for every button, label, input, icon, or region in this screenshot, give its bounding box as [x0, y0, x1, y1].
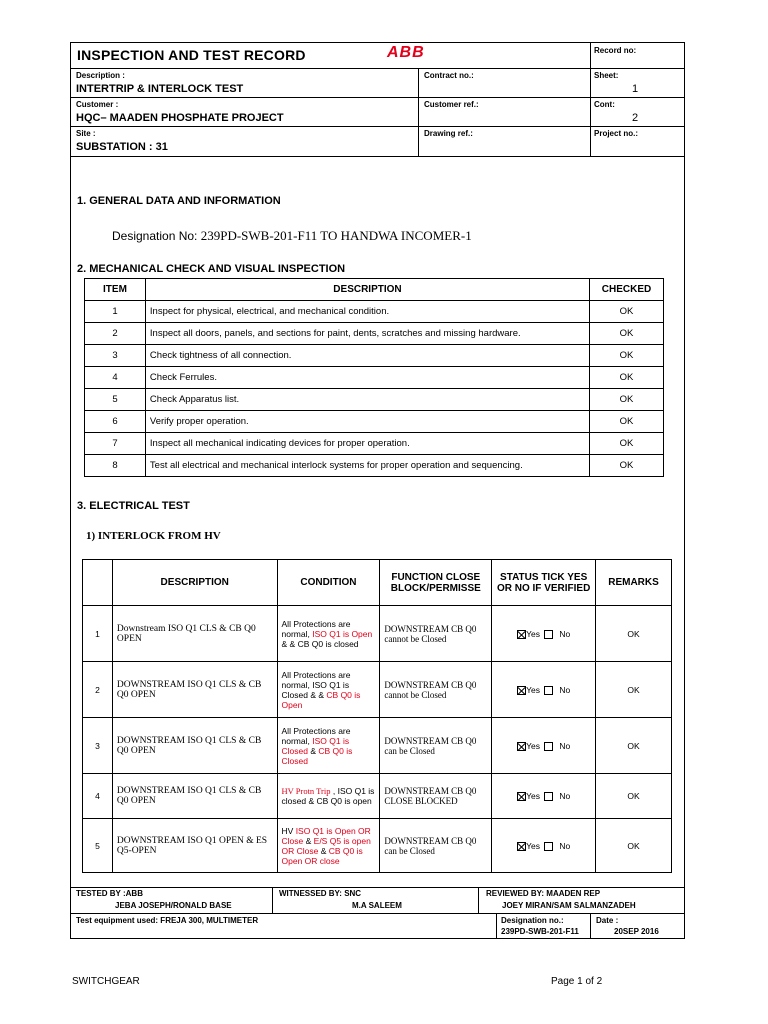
table-row	[85, 367, 664, 389]
row-number: 2	[83, 662, 113, 718]
witnessed-by-label: WITNESSED BY: SNC	[279, 889, 362, 898]
item-description: Verify proper operation.	[145, 411, 589, 433]
row-status	[492, 774, 596, 819]
condition-text: All Protections are normal,	[281, 725, 351, 746]
condition-text: CB Q0 is Open OR close	[281, 845, 363, 866]
condition-text: & & CB Q0 is closed	[281, 638, 359, 649]
row-condition	[277, 662, 380, 718]
designation-label: Designation No:	[112, 229, 198, 243]
no-checkbox[interactable]	[544, 630, 553, 639]
project-label: Project no.:	[594, 129, 639, 138]
condition-text: &	[318, 845, 329, 856]
row-function: DOWNSTREAM CB Q0 CLOSE BLOCKED	[380, 774, 492, 819]
yes-label: Yes	[526, 740, 540, 751]
table-row	[85, 323, 664, 345]
header-line	[70, 97, 685, 98]
drawing-label: Drawing ref.:	[424, 129, 473, 138]
row-status	[492, 662, 596, 718]
no-label: No	[559, 684, 571, 695]
row-condition	[277, 718, 380, 774]
item-checked: OK	[590, 301, 664, 323]
item-number: 4	[85, 367, 146, 389]
yes-label: Yes	[526, 628, 540, 639]
row-function: DOWNSTREAM CB Q0 can be Closed	[380, 718, 492, 774]
page-title: INSPECTION AND TEST RECORD	[77, 47, 306, 63]
table-row	[85, 345, 664, 367]
description-value: INTERTRIP & INTERLOCK TEST	[76, 83, 244, 95]
yes-label: Yes	[526, 840, 540, 851]
mechanical-table	[84, 278, 664, 477]
cont-label: Cont:	[594, 100, 615, 109]
header-line	[70, 156, 685, 157]
table-row	[85, 301, 664, 323]
signoff-line	[70, 913, 685, 914]
item-number: 3	[85, 345, 146, 367]
row-remarks: OK	[596, 718, 672, 774]
date-value: 20SEP 2016	[614, 927, 659, 936]
witnessed-by-value: M.A SALEEM	[352, 901, 402, 910]
item-description: Inspect all doors, panels, and sections for paint, dents, scratches and missing hardware.	[145, 323, 589, 345]
col-remarks: REMARKS	[596, 560, 672, 606]
date-label: Date :	[596, 916, 619, 925]
yes-checkbox[interactable]	[517, 792, 526, 801]
item-description: Test all electrical and mechanical interlock systems for proper operation and sequencing.	[145, 455, 589, 477]
section2-title: 2. MECHANICAL CHECK AND VISUAL INSPECTION	[77, 263, 346, 275]
description-label: Description :	[76, 71, 125, 80]
item-description: Check Apparatus list.	[145, 389, 589, 411]
condition-text: CB Q0 is Open	[281, 689, 361, 710]
yes-checkbox[interactable]	[517, 630, 526, 639]
row-number: 4	[83, 774, 113, 819]
item-number: 5	[85, 389, 146, 411]
customer-label: Customer :	[76, 100, 119, 109]
sheet-label: Sheet:	[594, 71, 619, 80]
signoff-divider	[478, 887, 479, 913]
col-number	[83, 560, 113, 606]
col-description: DESCRIPTION	[145, 279, 589, 301]
yes-checkbox[interactable]	[517, 842, 526, 851]
header-divider	[418, 68, 419, 156]
condition-text: ISO Q1 is Open	[312, 628, 373, 639]
yes-label: Yes	[526, 791, 540, 801]
row-remarks: OK	[596, 819, 672, 873]
designation-line	[112, 228, 472, 244]
row-number: 1	[83, 606, 113, 662]
item-checked: OK	[590, 433, 664, 455]
row-description: DOWNSTREAM ISO Q1 OPEN & ES Q5-OPEN	[112, 819, 277, 873]
reviewed-by-label: REVIEWED BY: MAADEN REP	[486, 889, 601, 898]
condition-text: CB Q0 is Closed	[281, 745, 353, 766]
condition-text: ISO Q1 is Open OR Close	[281, 825, 371, 846]
row-remarks: OK	[596, 606, 672, 662]
tested-by-label: TESTED BY :ABB	[76, 889, 143, 898]
signoff-line	[70, 887, 685, 888]
row-description: DOWNSTREAM ISO Q1 CLS & CB Q0 OPEN	[112, 774, 277, 819]
site-label: Site :	[76, 129, 96, 138]
page-number: Page 1 of 2	[551, 976, 603, 987]
mechanical-header-row	[85, 279, 664, 301]
signoff-divider	[590, 913, 591, 939]
condition-text: &	[303, 835, 314, 846]
no-checkbox[interactable]	[544, 842, 553, 851]
col-function: FUNCTION CLOSE BLOCK/PERMISSE	[380, 560, 492, 606]
condition-text: ISO Q1 is Closed	[281, 735, 350, 756]
customer-ref-label: Customer ref.:	[424, 100, 479, 109]
contract-label: Contract no.:	[424, 71, 474, 80]
header-line	[70, 126, 685, 127]
header-divider	[590, 42, 591, 156]
row-condition	[277, 606, 380, 662]
footer-section: SWITCHGEAR	[72, 976, 140, 987]
row-description: DOWNSTREAM ISO Q1 CLS & CB Q0 OPEN	[112, 662, 277, 718]
table-row	[83, 606, 672, 662]
reviewed-by-value: JOEY MIRAN/SAM SALMANZADEH	[502, 901, 636, 910]
col-checked: CHECKED	[590, 279, 664, 301]
no-checkbox[interactable]	[544, 742, 553, 751]
table-row	[83, 774, 672, 819]
col-status: STATUS TICK YES OR NO IF VERIFIED	[492, 560, 596, 606]
row-number: 3	[83, 718, 113, 774]
yes-label: Yes	[526, 684, 540, 695]
no-checkbox[interactable]	[544, 686, 553, 695]
table-row	[83, 718, 672, 774]
electrical-body	[83, 606, 672, 873]
designation-no-value: 239PD-SWB-201-F11	[501, 927, 579, 936]
row-number: 5	[83, 819, 113, 873]
yes-checkbox[interactable]	[517, 742, 526, 751]
condition-text: HV	[281, 825, 296, 836]
sheet-value: 1	[632, 83, 639, 95]
test-equipment: Test equipment used: FREJA 300, MULTIMETER	[76, 916, 259, 925]
table-row	[85, 411, 664, 433]
condition-text: , ISO Q1 is closed & CB Q0 is open	[281, 786, 375, 806]
abb-logo: ABB	[387, 44, 425, 61]
section3-subtitle: 1) INTERLOCK FROM HV	[86, 530, 221, 542]
row-status	[492, 819, 596, 873]
item-number: 6	[85, 411, 146, 433]
condition-text: HV Protn Trip	[281, 786, 331, 796]
designation-value: 239PD-SWB-201-F11 TO HANDWA INCOMER-1	[200, 228, 472, 243]
row-function: DOWNSTREAM CB Q0 cannot be Closed	[380, 662, 492, 718]
item-checked: OK	[590, 389, 664, 411]
signoff-divider	[272, 887, 273, 913]
no-checkbox[interactable]	[544, 792, 553, 801]
item-number: 8	[85, 455, 146, 477]
site-value: SUBSTATION : 31	[76, 141, 168, 153]
header-line	[70, 68, 685, 69]
item-checked: OK	[590, 367, 664, 389]
condition-text: All Protections are normal,	[281, 618, 351, 639]
no-label: No	[559, 740, 571, 751]
record-no-label: Record no:	[594, 46, 637, 55]
table-row	[83, 819, 672, 873]
section1-title: 1. GENERAL DATA AND INFORMATION	[77, 195, 281, 207]
row-remarks: OK	[596, 662, 672, 718]
electrical-header-row	[83, 560, 672, 606]
item-description: Check Ferrules.	[145, 367, 589, 389]
row-condition	[277, 774, 380, 819]
condition-text: &	[307, 745, 319, 756]
no-label: No	[559, 628, 571, 639]
item-number: 1	[85, 301, 146, 323]
row-remarks: OK	[596, 774, 672, 819]
customer-value: HQC– MAADEN PHOSPHATE PROJECT	[76, 112, 284, 124]
item-number: 2	[85, 323, 146, 345]
condition-text: All Protections are normal, ISO Q1 is Closed & &	[281, 669, 351, 700]
cont-value: 2	[632, 112, 639, 124]
no-label: No	[559, 840, 571, 851]
item-number: 7	[85, 433, 146, 455]
item-description: Inspect all mechanical indicating devices for proper operation.	[145, 433, 589, 455]
table-row	[83, 662, 672, 718]
table-row	[85, 389, 664, 411]
col-description: DESCRIPTION	[112, 560, 277, 606]
row-description: Downstream ISO Q1 CLS & CB Q0 OPEN	[112, 606, 277, 662]
row-description: DOWNSTREAM ISO Q1 CLS & CB Q0 OPEN	[112, 718, 277, 774]
condition-text: E/S Q5 is open OR Close	[281, 835, 371, 856]
tested-by-value: JEBA JOSEPH/RONALD BASE	[115, 901, 232, 910]
electrical-table	[82, 559, 672, 873]
table-row	[85, 433, 664, 455]
item-checked: OK	[590, 345, 664, 367]
yes-checkbox[interactable]	[517, 686, 526, 695]
designation-no-label: Designation no.:	[501, 916, 564, 925]
section3-title: 3. ELECTRICAL TEST	[77, 500, 190, 512]
item-checked: OK	[590, 455, 664, 477]
col-item: ITEM	[85, 279, 146, 301]
row-function: DOWNSTREAM CB Q0 can be Closed	[380, 819, 492, 873]
row-status	[492, 606, 596, 662]
item-description: Inspect for physical, electrical, and mechanical condition.	[145, 301, 589, 323]
col-condition: CONDITION	[277, 560, 380, 606]
table-row	[85, 455, 664, 477]
row-condition	[277, 819, 380, 873]
row-status	[492, 718, 596, 774]
row-function: DOWNSTREAM CB Q0 cannot be Closed	[380, 606, 492, 662]
item-checked: OK	[590, 411, 664, 433]
no-label: No	[559, 791, 571, 801]
signoff-divider	[496, 913, 497, 939]
item-description: Check tightness of all connection.	[145, 345, 589, 367]
item-checked: OK	[590, 323, 664, 345]
